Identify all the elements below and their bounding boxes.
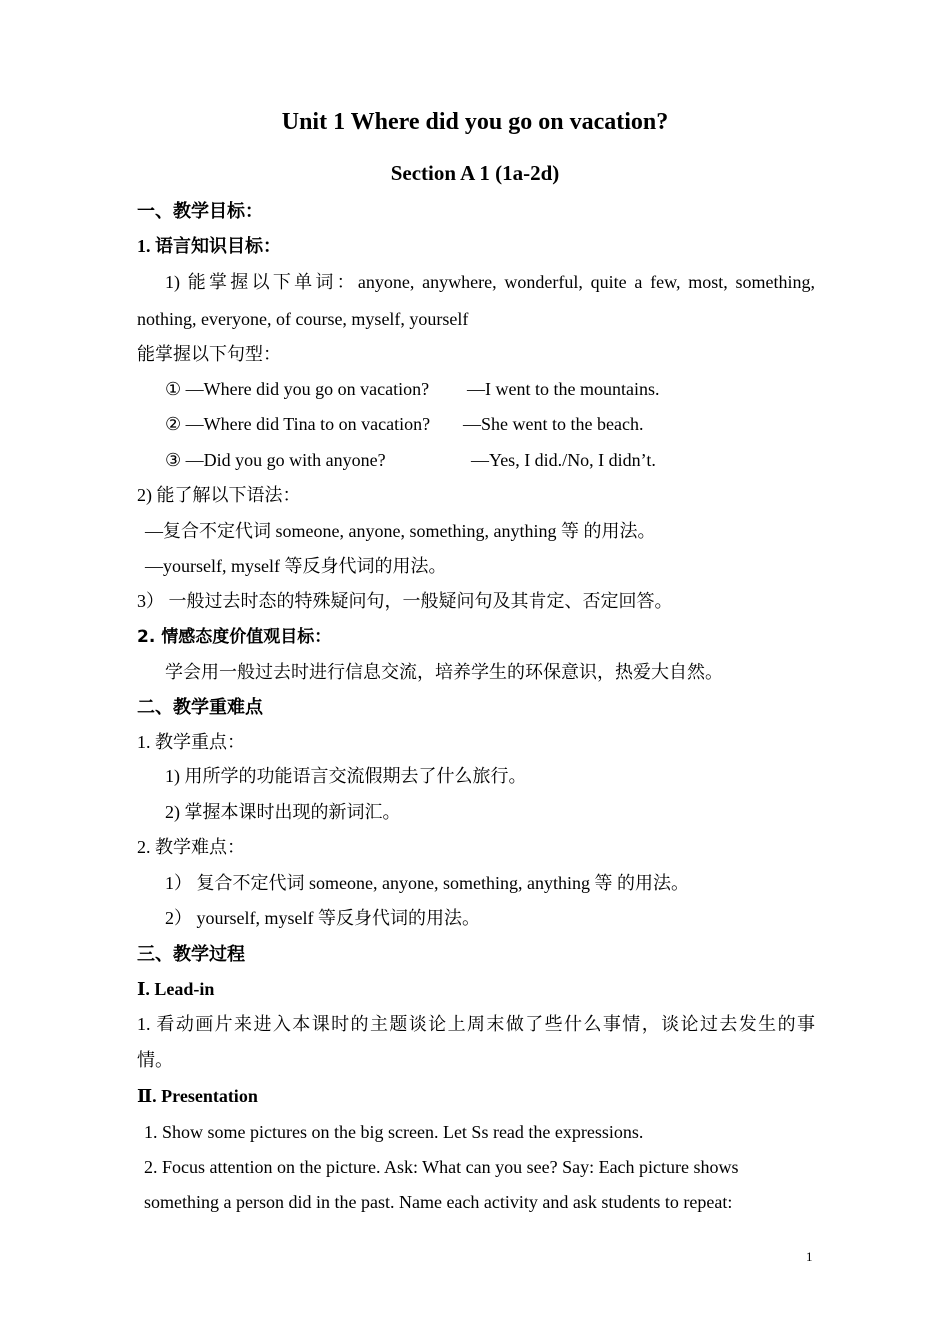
page-number: 1 [806, 1249, 813, 1264]
vocab-line-1: 1) 能掌握以下单词：anyone, anywhere, wonderful, quite a few, most, something, [165, 272, 815, 292]
pattern-2-answer: —She went to the beach. [463, 414, 644, 434]
key-point-2: 2) 掌握本课时出现的新词汇。 [165, 802, 401, 822]
emotional-objectives-text: 学会用一般过去时进行信息交流，培养学生的环保意识，热爱大自然。 [165, 662, 723, 682]
sentence-patterns-label: 能掌握以下句型： [137, 344, 281, 364]
grammar-item-1: —复合不定代词 someone, anyone, something, anything 等 的用法。 [145, 521, 656, 541]
key-point-1: 1) 用所学的功能语言交流假期去了什么旅行。 [165, 766, 527, 786]
difficult-point-2: 2） yourself, myself 等反身代词的用法。 [165, 908, 480, 928]
heading-language-objectives: 1. 语言知识目标： [137, 236, 281, 256]
pattern-1-question: ① —Where did you go on vacation? [165, 379, 430, 399]
heading-key-difficult-points: 二、教学重难点 [137, 697, 263, 717]
heading-lead-in: Ⅰ. Lead-in [137, 979, 215, 999]
key-points-label: 1. 教学重点： [137, 732, 245, 752]
pattern-2-question: ② —Where did Tina to on vacation? [165, 414, 431, 434]
pattern-3-answer: —Yes, I did./No, I didn’t. [471, 450, 656, 470]
heading-teaching-objectives: 一、教学目标： [137, 201, 263, 221]
pattern-1-answer: —I went to the mountains. [467, 379, 660, 399]
presentation-step-1: 1. Show some pictures on the big screen. Let Ss read the expressions. [144, 1122, 644, 1142]
difficult-point-1: 1） 复合不定代词 someone, anyone, something, anything 等 的用法。 [165, 873, 689, 893]
heading-emotional-objectives: 2. 情感态度价值观目标： [137, 627, 332, 647]
grammar-item-2: —yourself, myself 等反身代词的用法。 [145, 556, 447, 576]
heading-presentation: Ⅱ. Presentation [137, 1086, 258, 1106]
presentation-step-2-line-2: something a person did in the past. Name each activity and ask students to repeat: [144, 1192, 733, 1212]
section-subtitle: Section A 1 (1a-2d) [390, 161, 560, 185]
presentation-step-2-line-1: 2. Focus attention on the picture. Ask: What can you see? Say: Each picture shows [144, 1157, 739, 1177]
heading-teaching-process: 三、教学过程 [137, 944, 245, 964]
lead-in-line-1: 1. 看动画片来进入本课时的主题谈论上周末做了些什么事情，谈论过去发生的事 [137, 1014, 815, 1034]
pattern-3-question: ③ —Did you go with anyone? [165, 450, 386, 470]
difficult-points-label: 2. 教学难点： [137, 837, 245, 857]
lead-in-line-2: 情。 [137, 1050, 173, 1070]
document-title: Unit 1 Where did you go on vacation? [281, 109, 669, 135]
grammar-item-3: 3） 一般过去时态的特殊疑问句，一般疑问句及其肯定、否定回答。 [137, 591, 673, 611]
grammar-label: 2) 能了解以下语法： [137, 485, 301, 505]
vocab-line-2: nothing, everyone, of course, myself, yourself [137, 309, 469, 329]
